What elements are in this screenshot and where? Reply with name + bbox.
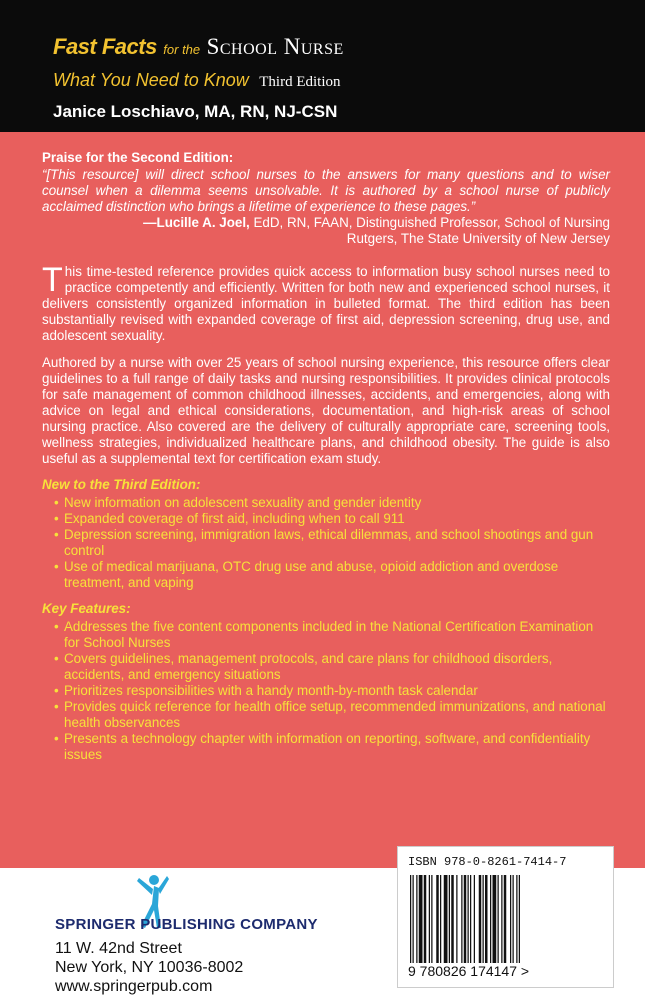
attribution-affiliation: Rutgers, The State University of New Jersey <box>346 231 610 246</box>
list-item: • New information on adolescent sexuality and gender identity <box>56 495 610 511</box>
attribution-name: —Lucille A. Joel, <box>143 215 250 230</box>
paragraph-1-text: his time-tested reference provides quick access to information busy school nurses need to practice competently and efficiently. Written for both new and experienced school nurses, it delivers consistently organized information in bulleted format. The third edition has been substantially revised with expanded coverage of first aid, depression screening, drug use, and adolescent sexuality. <box>42 264 610 343</box>
edition-text: Third Edition <box>259 74 341 90</box>
key-features-list <box>42 619 610 763</box>
back-cover-content <box>42 150 610 763</box>
new-edition-heading: New to the Third Edition: <box>42 477 201 492</box>
key-features-heading: Key Features: <box>42 601 131 616</box>
publisher-website: www.springerpub.com <box>55 978 213 995</box>
list-item: • Presents a technology chapter with information on reporting, software, and confidentiality issues <box>56 731 610 763</box>
description-paragraph-2: Authored by a nurse with over 25 years of school nursing experience, this resource offers clear guidelines to a full range of daily tasks and nursing responsibilities. It provides clinical protocols for safe management of common childhood illnesses, accidents, and emergencies, along with advice on legal and ethical considerations, documentation, and high-risk areas of school nursing practice. Also covered are the delivery of culturally appropriate care, screening tools, wellness strategies, individualized healthcare plans, and childhood obesity. The guide is also useful as a supplemental text for certification exam study. <box>42 355 610 466</box>
author-name: Janice Loschiavo, MA, RN, NJ-CSN <box>53 102 338 121</box>
isbn-barcode <box>397 846 614 988</box>
publisher-address-city: New York, NY 10036-8002 <box>55 959 244 976</box>
new-edition-list <box>42 495 610 591</box>
title-school-nurse: School Nurse <box>206 34 344 59</box>
praise-attribution <box>42 215 610 247</box>
title-fast-facts: Fast Facts <box>53 34 157 59</box>
description-paragraph-1 <box>42 261 610 344</box>
book-title <box>53 34 344 60</box>
list-item: • Provides quick reference for health office setup, recommended immunizations, and national health observances <box>56 699 610 731</box>
ean-digits: 9 780826 174147 > <box>408 963 530 979</box>
subtitle-text: What You Need to Know <box>53 70 249 90</box>
book-subtitle <box>53 70 341 91</box>
list-item: • Addresses the five content components included in the National Certification Examination for School Nurses <box>56 619 610 651</box>
cover-header <box>0 0 645 132</box>
praise-quote: “[This resource] will direct school nurses to the answers for many questions and to wiser counsel when a dilemma seems unsolvable. It is authored by a school nurse of publicly acclaimed distinction who brings a lifetime of experience to these pages.” <box>42 167 610 214</box>
list-item: • Use of medical marijuana, OTC drug use and abuse, opioid addiction and overdose treatment, and vaping <box>56 559 610 591</box>
title-for-the: for the <box>163 42 201 57</box>
list-item: • Prioritizes responsibilities with a handy month-by-month task calendar <box>56 683 610 699</box>
list-item: • Depression screening, immigration laws, ethical dilemmas, and school shootings and gun control <box>56 527 610 559</box>
publisher-address-street: 11 W. 42nd Street <box>55 940 182 957</box>
isbn-number: ISBN 978-0-8261-7414-7 <box>408 855 567 869</box>
attribution-credentials: EdD, RN, FAAN, Distinguished Professor, School of Nursing <box>249 215 610 230</box>
publisher-name: SPRINGER PUBLISHING COMPANY <box>55 916 318 933</box>
drop-cap: T <box>42 261 63 299</box>
praise-heading: Praise for the Second Edition: <box>42 150 234 165</box>
list-item: • Expanded coverage of first aid, including when to call 911 <box>56 511 610 527</box>
barcode-bars <box>410 875 580 963</box>
list-item: • Covers guidelines, management protocols, and care plans for childhood disorders, accidents, and emergency situations <box>56 651 610 683</box>
